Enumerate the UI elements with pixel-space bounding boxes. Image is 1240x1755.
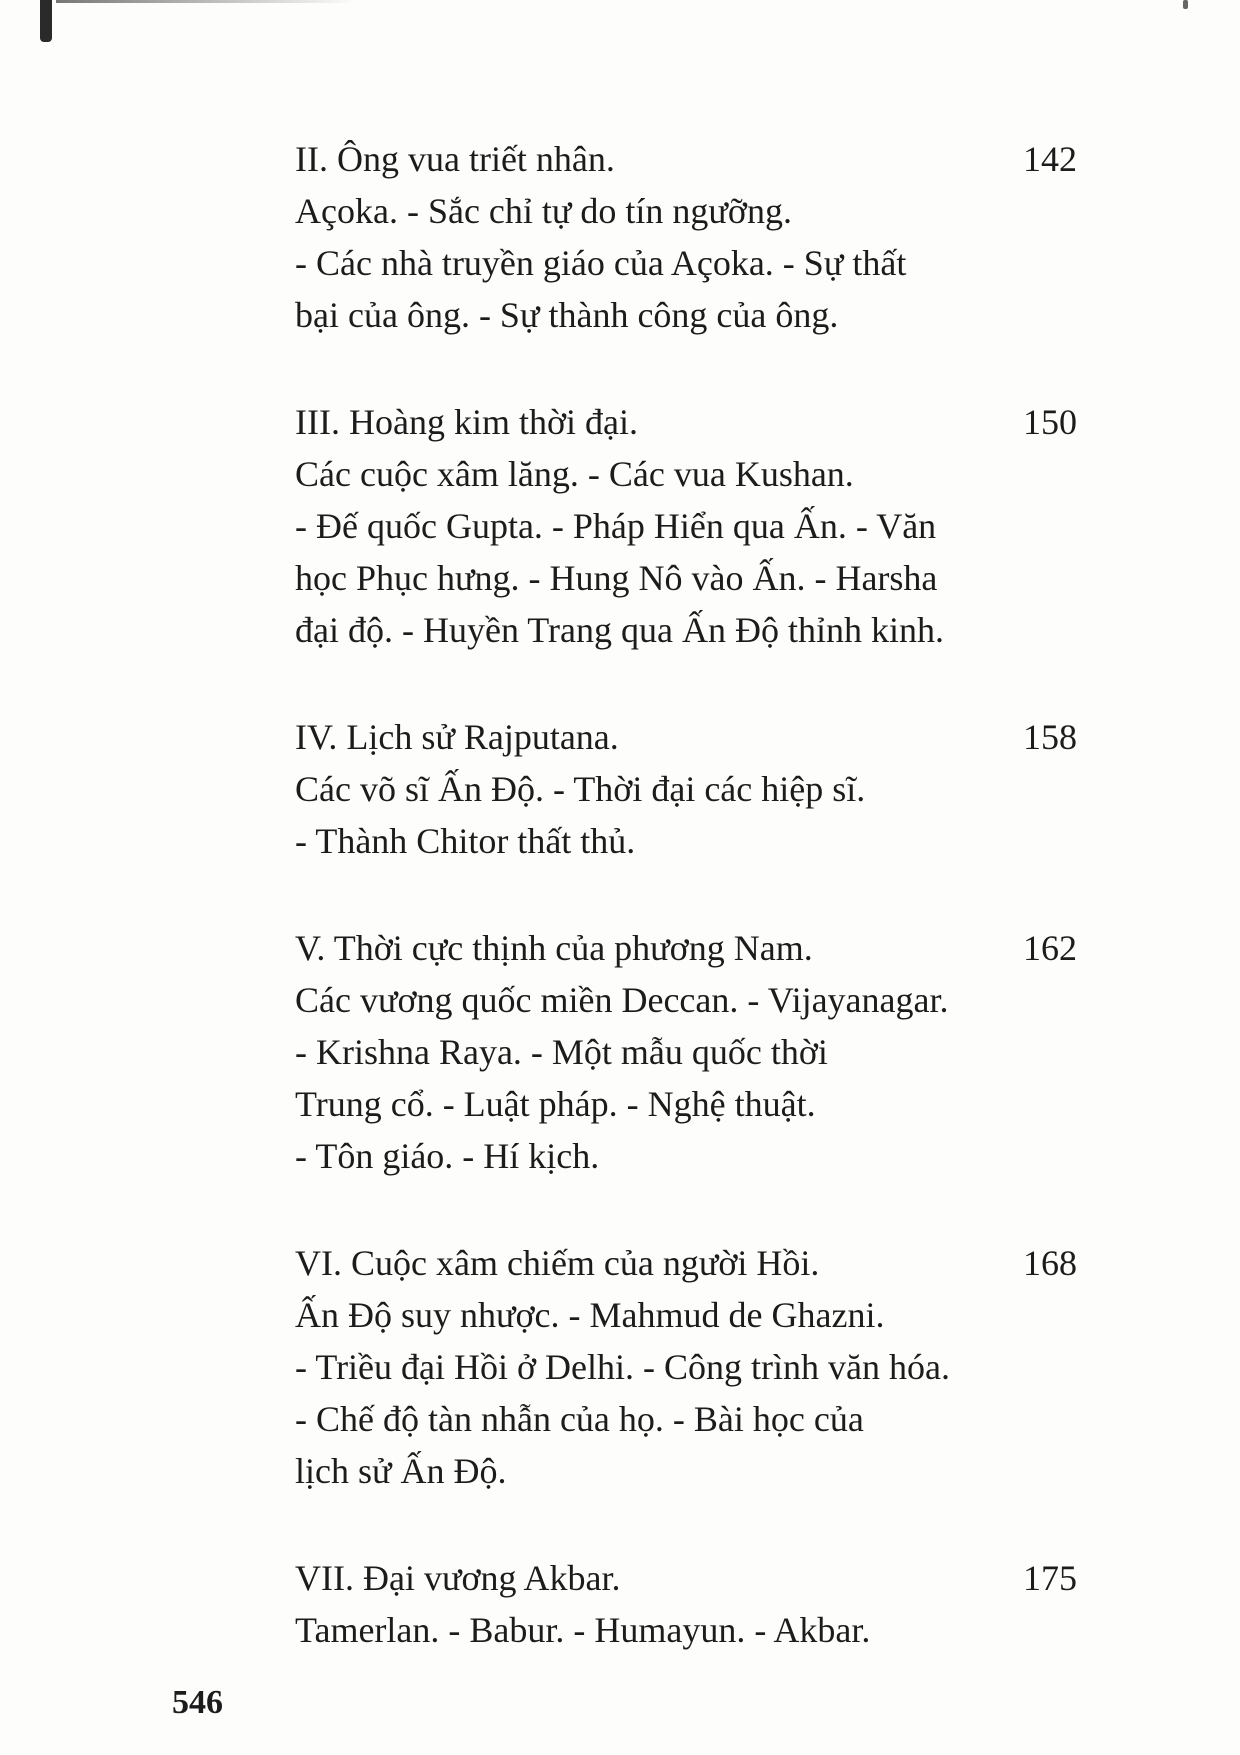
scan-corner-mark	[1183, 0, 1188, 9]
chapter-summary-line: Các cuộc xâm lăng. - Các vua Kushan.	[295, 454, 854, 494]
chapter-heading: VI. Cuộc xâm chiếm của người Hồi.	[295, 1243, 820, 1283]
toc-entry	[295, 396, 1085, 656]
toc-entry	[295, 711, 1085, 867]
chapter-summary-line: - Chế độ tàn nhẫn của họ. - Bài học của	[295, 1399, 864, 1439]
chapter-summary-line: đại độ. - Huyền Trang qua Ấn Độ thỉnh kinh.	[295, 610, 944, 650]
chapter-page-number: 142	[1023, 139, 1077, 179]
toc-entry-header	[295, 711, 1085, 763]
toc-entry	[295, 133, 1085, 341]
chapter-summary-line: Açoka. - Sắc chỉ tự do tín ngưỡng.	[295, 191, 792, 231]
chapter-heading: VII. Đại vương Akbar.	[295, 1558, 621, 1598]
toc-entry-header	[295, 396, 1085, 448]
toc-entry-header	[295, 1552, 1085, 1604]
chapter-summary-line: học Phục hưng. - Hung Nô vào Ấn. - Harsha	[295, 558, 938, 598]
toc-entry-header	[295, 1237, 1085, 1289]
table-of-contents	[295, 133, 1085, 1711]
scan-top-line	[56, 0, 356, 3]
chapter-summary-line: bại của ông. - Sự thành công của ông.	[295, 295, 839, 335]
chapter-summary-line: Tamerlan. - Babur. - Humayun. - Akbar.	[295, 1610, 871, 1650]
chapter-summary-line: - Các nhà truyền giáo của Açoka. - Sự thất	[295, 243, 907, 283]
scan-edge-mark	[40, 0, 52, 42]
chapter-summary-line: Trung cổ. - Luật pháp. - Nghệ thuật.	[295, 1084, 816, 1124]
chapter-heading: V. Thời cực thịnh của phương Nam.	[295, 928, 813, 968]
chapter-heading: III. Hoàng kim thời đại.	[295, 402, 638, 442]
chapter-summary-line: - Đế quốc Gupta. - Pháp Hiển qua Ấn. - Văn	[295, 506, 937, 546]
chapter-summary-line: Các vương quốc miền Deccan. - Vijayanagar.	[295, 980, 949, 1020]
chapter-page-number: 150	[1023, 402, 1077, 442]
toc-entry	[295, 922, 1085, 1182]
chapter-page-number: 175	[1023, 1558, 1077, 1598]
toc-entry	[295, 1552, 1085, 1656]
chapter-summary-line: - Thành Chitor thất thủ.	[295, 821, 636, 861]
page-number: 546	[172, 1684, 223, 1721]
chapter-page-number: 158	[1023, 717, 1077, 757]
toc-entry	[295, 1237, 1085, 1497]
chapter-page-number: 162	[1023, 928, 1077, 968]
chapter-summary-line: - Krishna Raya. - Một mẫu quốc thời	[295, 1032, 828, 1072]
chapter-summary-line: - Triều đại Hồi ở Delhi. - Công trình văn hóa.	[295, 1347, 950, 1387]
chapter-heading: II. Ông vua triết nhân.	[295, 139, 615, 179]
chapter-heading: IV. Lịch sử Rajputana.	[295, 717, 619, 757]
chapter-summary-line: lịch sử Ấn Độ.	[295, 1451, 507, 1491]
chapter-summary-line: Các võ sĩ Ấn Độ. - Thời đại các hiệp sĩ.	[295, 769, 866, 809]
toc-entry-header	[295, 133, 1085, 185]
chapter-page-number: 168	[1023, 1243, 1077, 1283]
chapter-summary-line: - Tôn giáo. - Hí kịch.	[295, 1136, 600, 1176]
toc-entry-header	[295, 922, 1085, 974]
chapter-summary-line: Ấn Độ suy nhược. - Mahmud de Ghazni.	[295, 1295, 885, 1335]
